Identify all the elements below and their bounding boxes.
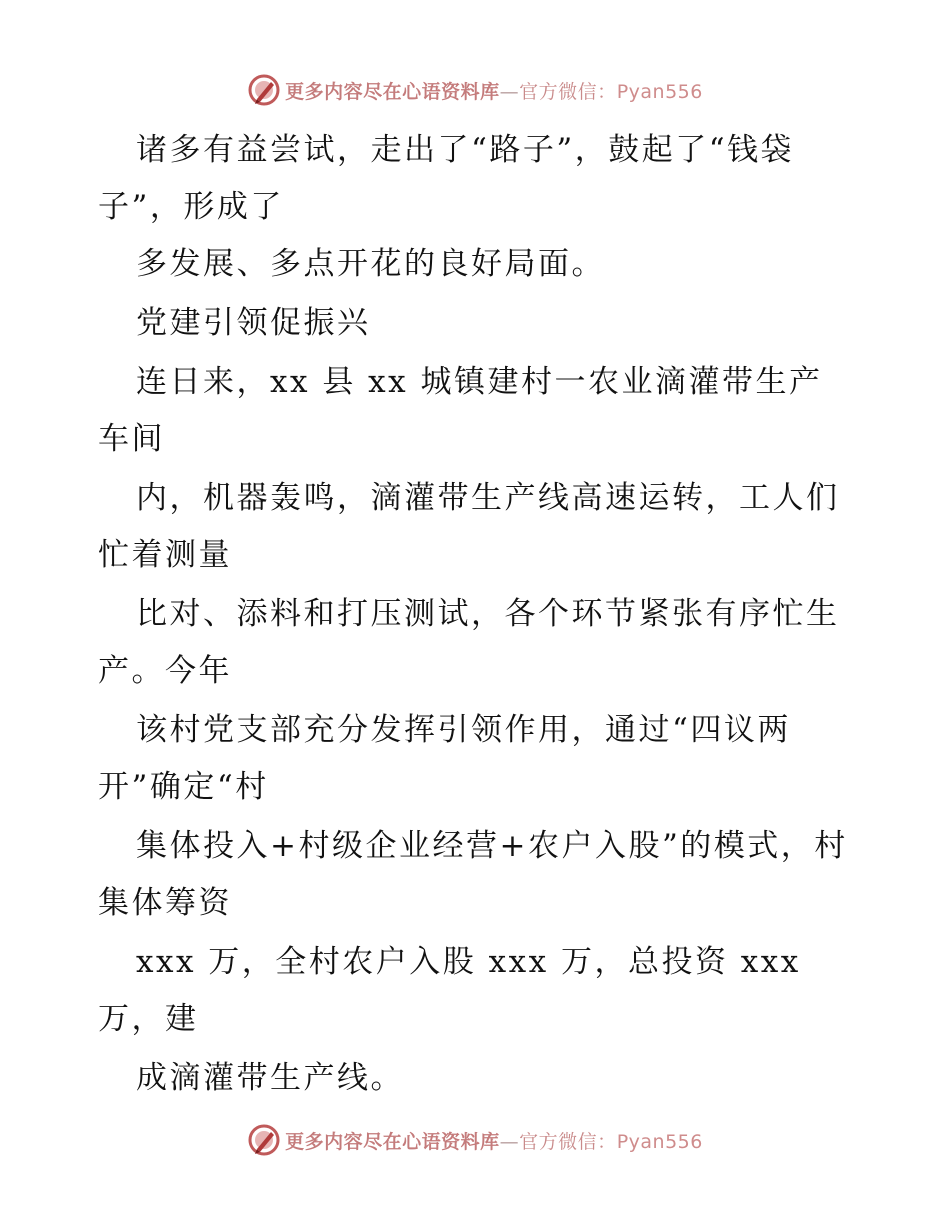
watermark-lead: 更多内容尽在心语资料库 xyxy=(285,80,500,103)
text-line: 比对、添料和打压测试，各个环节紧张有序忙生 xyxy=(136,596,840,632)
watermark-lead: 更多内容尽在心语资料库 xyxy=(285,1130,500,1153)
text-line: 开”确定“村 xyxy=(98,769,269,805)
text-line: 内，机器轰鸣，滴灌带生产线高速运转，工人们 xyxy=(136,480,840,516)
text-line: 产。今年 xyxy=(98,653,232,689)
text-line: 诸多有益尝试，走出了“路子”，鼓起了“钱袋 xyxy=(136,132,795,168)
text-line: 集体投入+村级企业经营+农户入股”的模式，村 xyxy=(136,828,848,864)
watermark-brand: Pyan556 xyxy=(616,80,703,103)
watermark-separator: — xyxy=(499,80,520,103)
text-line: 车间 xyxy=(98,421,165,457)
text-line: 多发展、多点开花的良好局面。 xyxy=(136,246,605,282)
pen-seal-icon xyxy=(247,1123,281,1157)
watermark-channel: 官方微信： xyxy=(519,80,617,103)
pen-seal-icon xyxy=(247,73,281,107)
watermark-text xyxy=(285,77,703,104)
text-line: 子”，形成了 xyxy=(98,189,284,225)
header-watermark xyxy=(0,70,950,110)
text-line: 集体筹资 xyxy=(98,885,232,921)
footer-watermark xyxy=(0,1120,950,1160)
section-heading: 党建引领促振兴 xyxy=(136,305,371,341)
text-line: 连日来，xx 县 xx 城镇建村一农业滴灌带生产 xyxy=(136,364,823,400)
watermark-text xyxy=(285,1127,703,1154)
watermark-separator: — xyxy=(499,1130,520,1153)
text-line: 成滴灌带生产线。 xyxy=(136,1060,404,1096)
text-line: 万，建 xyxy=(98,1001,199,1037)
text-line: xxx 万，全村农户入股 xxx 万，总投资 xxx xyxy=(136,944,801,980)
watermark-channel: 官方微信： xyxy=(519,1130,617,1153)
text-line: 该村党支部充分发挥引领作用，通过“四议两 xyxy=(136,712,791,748)
text-line: 忙着测量 xyxy=(98,537,232,573)
watermark-brand: Pyan556 xyxy=(616,1130,703,1153)
